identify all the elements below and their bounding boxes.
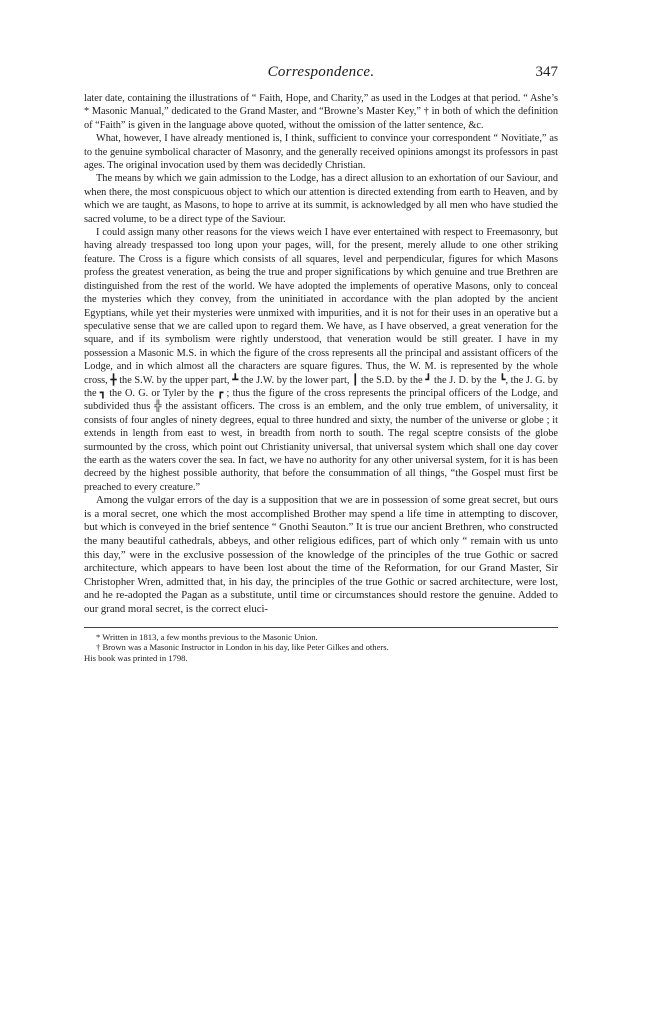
running-head (84, 64, 558, 84)
running-title: Correspondence. (267, 64, 375, 80)
body-text (84, 92, 558, 617)
paragraph-lodge-admission: The means by which we gain admission to the Lodge, has a direct allusion to an exhortation of our Saviour, and when there, the most conspicuous object to which our attention is directed extending from earth to Heaven, and by which we are taught, as Masons, to hope to arrive at its summit, is acknowledged by all men who have studied the sacred volume, to be a direct type of the Saviour. (84, 173, 558, 225)
footnote-2-continuation: His book was printed in 1798. (84, 653, 188, 664)
page-number: 347 (535, 64, 558, 80)
page (84, 64, 558, 664)
paragraph-cross-symbolism: I could assign many other reasons for the views weich I have ever entertained with respect to Freemasonry, but having already trespassed too long upon your pages, will, for the present, merely allude to one other striking feature. The Cross is a figure which consists of all squares, level and perpendicular, figures for which Masons profess the greatest veneration, as being the true and proper significations by which genuine and true Brethren are distinguished from the rest of the world. We have adopted the implements of operative Masons, only to conceal the mysteries which they convey, from the uninitiated in accordance with the plan adopted by the ancient Egyptians, while yet their mysteries were unmixed with impurities, and it is not for their uses in an operative but a speculative sense that we are called upon to regard them. We have, as I have observed, a great veneration for the square, and if its symbolism were rightly understood, that veneration would be still greater. I have in my possession a Masonic M.S. in which the figure of the cross represents all the principal and assistant officers of the Lodge, and in which almost all the characters are square figures. Thus, the W. M. is represented by the whole cross, ╋ the S.W. by the upper part, ┻ the J.W. by the lower part, ┃ the S.D. by the ┛ the J. D. by the ┗, the J. G. by the ┓ the O. G. or Tyler by the ┏ ; thus the figure of the cross represents the principal officers of the Lodge, and subdivided thus ╬ the assistant officers. The cross is an emblem, and the only true emblem, of universality, it consists of four angles of ninety degrees, equal to three hundred and sixty, the number of the universe or globe ; it extends in length from east to west, in breadth from north to south. The regal sceptre consists of the globe surmounted by the cross, which point out Christianity universal, that universal system which shall one day cover the earth as the waters cover the sea. In fact, we have no authority for any other universal system, for it is has been decreed by the highest possible authority, that before the consummation of all things, “the Gospel must first be preached to every creature.” (84, 227, 558, 493)
footnote-2: † Brown was a Masonic Instructor in London in his day, like Peter Gilkes and others. (96, 642, 389, 653)
paragraph-moral-secret: Among the vulgar errors of the day is a supposition that we are in possession of some great secret, but ours is a moral secret, one which the most accomplished Brother may spend a life time in attempting to discover, but which is conveyed in the brief sentence “ Gnothi Seauton.” It is true our ancient Brethren, who constructed the many beautiful cathedrals, abbeys, and other religious edifices, part of which only “ remain with us unto this day,” were in the exclusive possession of the knowledge of the principles of the true Gothic or sacred architecture, which appears to have been lost about the time of the Reformation, for our Grand Master, Sir Christopher Wren, admitted that, in his day, the principles of the true Gothic or sacred architecture, were lost, and he re-adopted the Pagan as a substitute, until time or circumstances should restore the genuine. Added to our grand moral secret, is the correct eluci- (84, 494, 558, 615)
paragraph-continuation: later date, containing the illustrations of “ Faith, Hope, and Charity,” as used in the Lodges at that period. “ Ashe’s * Masonic Manual,” dedicated to the Grand Master, and “Browne’s Master Key,” † in both of which the definition of “Faith” is given in the language above quoted, without the omission of the latter sentence, &c. (84, 93, 558, 131)
paragraph-novitiate: What, however, I have already mentioned is, I think, sufficient to convince your correspondent “ Novitiate,” as to the genuine symbolical character of Masonry, and the generally received opinions amongst its professors in past ages. The original invocation used by them was decidedly Christian. (84, 133, 558, 172)
footnote-1: * Written in 1813, a few months previous to the Masonic Union. (96, 631, 318, 642)
footnote-rule (84, 627, 558, 628)
footnotes (84, 632, 558, 664)
